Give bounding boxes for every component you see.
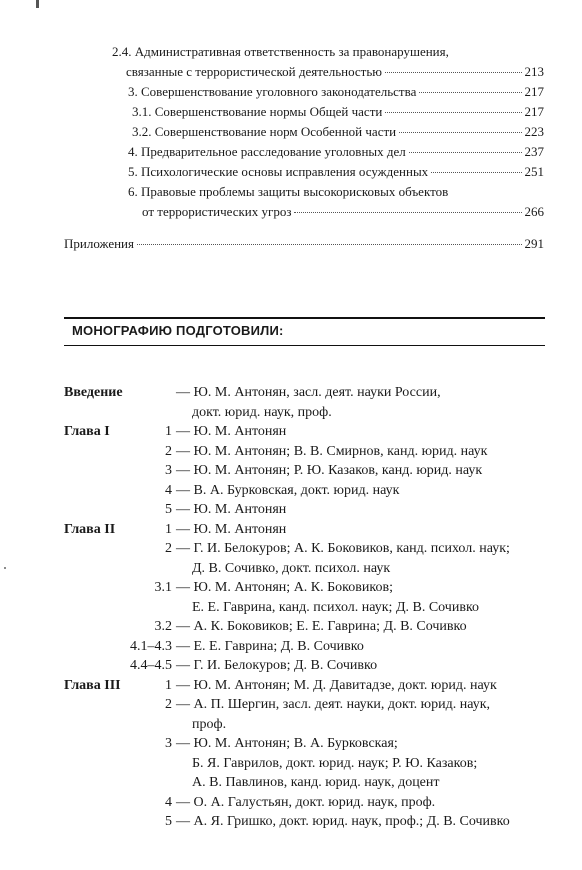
section-number: 1 (165, 521, 172, 537)
author-names: — Ю. М. Антонян (176, 521, 287, 537)
author-names: — А. Я. Гришко, докт. юрид. наук, проф.; Д. В. Сочивко (176, 814, 510, 829)
chapter-label (64, 695, 144, 715)
section-number (144, 383, 176, 403)
toc-page-number: 217 (524, 84, 544, 99)
section-number: 2 (165, 697, 172, 712)
toc-entry-title (126, 62, 382, 82)
author-names: — Ю. М. Антонян; Р. Ю. Казаков, канд. юрид. наук (176, 463, 483, 478)
section-number: 3.1 (154, 580, 172, 595)
section-number: 4 (165, 482, 172, 498)
chapter-label (64, 578, 144, 598)
section-number: 4.4–4.5 (130, 658, 172, 673)
margin-speck (4, 567, 6, 569)
toc-entry-number: 2.4. (112, 44, 132, 59)
author-row (64, 383, 554, 403)
chapter-label (64, 715, 144, 735)
toc-leader-dots (399, 132, 521, 133)
author-names: Б. Я. Гаврилов, докт. юрид. наук; Р. Ю. Казаков; (192, 755, 478, 771)
author-names: — Г. И. Белокуров; Д. В. Сочивко (176, 658, 378, 673)
section-number: 4 (165, 794, 172, 810)
author-names: — В. А. Бурковская, докт. юрид. наук (176, 482, 400, 498)
chapter-label (64, 539, 144, 559)
author-names: докт. юрид. наук, проф. (192, 404, 332, 420)
author-row (64, 559, 554, 579)
author-names: — Ю. М. Антонян; В. В. Смирнов, канд. юрид. наук (176, 443, 488, 459)
author-row (64, 676, 554, 696)
section-number: 3 (165, 736, 172, 751)
table-of-contents (64, 42, 544, 254)
toc-entry-text: Психологические основы исправления осужденных (141, 164, 429, 179)
author-names: — А. К. Боковиков; Е. Е. Гаврина; Д. В. Сочивко (176, 619, 467, 634)
toc-entry-title (128, 142, 406, 162)
toc-entry-text: Приложения (64, 236, 134, 251)
author-row (64, 422, 554, 442)
chapter-label (64, 793, 144, 813)
author-row (64, 734, 554, 754)
toc-entry-title (132, 102, 382, 122)
toc-entry[interactable] (64, 82, 544, 102)
author-row (64, 656, 554, 676)
author-names: — Г. И. Белокуров; А. К. Боковиков, канд. психол. наук; (176, 541, 510, 556)
author-row (64, 461, 554, 481)
top-mark (36, 0, 39, 8)
toc-page-number: 223 (524, 124, 544, 139)
toc-leader-dots (385, 72, 522, 73)
author-row (64, 403, 554, 423)
toc-entry-text: Предварительное расследование уголовных дел (141, 144, 406, 159)
toc-page-number: 291 (524, 236, 544, 251)
author-row (64, 812, 554, 832)
section-number (144, 754, 176, 774)
author-row (64, 578, 554, 598)
toc-entry[interactable] (64, 142, 544, 162)
chapter-label (64, 403, 144, 423)
chapter-label (64, 637, 104, 657)
toc-entry-title (128, 82, 416, 102)
author-row (64, 520, 554, 540)
author-row (64, 617, 554, 637)
section-number: 5 (165, 814, 172, 829)
toc-entry[interactable] (64, 102, 544, 122)
toc-entry-title (132, 122, 396, 142)
toc-entry[interactable] (64, 122, 544, 142)
chapter-label (64, 754, 144, 774)
section-header (64, 317, 545, 346)
author-names: — О. А. Галустьян, докт. юрид. наук, проф. (176, 794, 436, 810)
chapter-label: Глава I (64, 424, 110, 439)
section-number: 3.2 (154, 619, 172, 634)
toc-entry-number: 4. (128, 144, 138, 159)
author-names: — Е. Е. Гаврина; Д. В. Сочивко (176, 638, 364, 654)
toc-page-number: 251 (524, 164, 544, 179)
author-names: — Ю. М. Антонян (176, 502, 287, 517)
toc-entry-title (64, 234, 134, 254)
chapter-label (64, 734, 144, 754)
chapter-label (64, 656, 104, 676)
author-row (64, 442, 554, 462)
toc-leader-dots (409, 152, 522, 153)
toc-entry-text: связанные с террористической деятельностью (126, 64, 382, 79)
toc-page-number: 213 (524, 64, 544, 79)
chapter-label: Глава III (64, 677, 121, 693)
toc-leader-dots (294, 212, 521, 213)
chapter-label (64, 773, 144, 793)
chapter-label (64, 442, 144, 462)
author-row (64, 598, 554, 618)
toc-page-number: 266 (524, 204, 544, 219)
toc-entry-title (142, 202, 291, 222)
chapter-label: Глава II (64, 521, 116, 537)
toc-entry[interactable] (64, 162, 544, 182)
toc-entry-text: Совершенствование уголовного законодательства (141, 84, 417, 99)
author-row (64, 754, 554, 774)
toc-entry-text: от террористических угроз (142, 204, 292, 219)
author-names: — Ю. М. Антонян; А. К. Боковиков; (176, 580, 393, 595)
section-number: 1 (165, 424, 172, 439)
section-number (144, 403, 176, 423)
section-number: 4.1–4.3 (130, 638, 172, 654)
author-row (64, 637, 554, 657)
author-names: — Ю. М. Антонян; В. А. Бурковская; (176, 736, 398, 751)
toc-entry[interactable] (64, 42, 544, 82)
chapter-label (64, 598, 144, 618)
chapter-label (64, 812, 144, 832)
author-row (64, 695, 554, 715)
author-names: — Ю. М. Антонян; М. Д. Давитадзе, докт. юрид. наук (176, 677, 497, 693)
toc-entry-title (112, 42, 449, 62)
chapter-label: Введение (64, 385, 123, 400)
toc-entry[interactable] (64, 234, 544, 254)
section-number: 5 (165, 502, 172, 517)
section-number (144, 559, 176, 579)
author-row (64, 793, 554, 813)
section-number: 3 (165, 463, 172, 478)
author-names: Е. Е. Гаврина, канд. психол. наук; Д. В. Сочивко (192, 599, 480, 615)
author-row (64, 715, 554, 735)
author-row (64, 500, 554, 520)
chapter-label (64, 461, 144, 481)
section-number: 2 (165, 443, 172, 459)
section-number: 2 (165, 541, 172, 556)
toc-entry-number: 3.1. (132, 104, 152, 119)
toc-entry-number: 5. (128, 164, 138, 179)
author-names: — Ю. М. Антонян (176, 424, 287, 439)
toc-entry-number: 6. (128, 184, 138, 199)
toc-entry-title (128, 182, 448, 202)
author-row (64, 773, 554, 793)
author-names: — А. П. Шергин, засл. деят. науки, докт. юрид. наук, (176, 697, 491, 712)
section-number: 1 (165, 677, 172, 693)
toc-leader-dots (137, 244, 522, 245)
toc-entry-title (128, 162, 428, 182)
toc-entry-text: Правовые проблемы защиты высокорисковых объектов (141, 184, 449, 199)
author-names: проф. (192, 716, 227, 732)
toc-entry-number: 3. (128, 84, 138, 99)
chapter-label (64, 559, 144, 579)
toc-entry-text: Совершенствование норм Особенной части (154, 124, 397, 139)
section-number (144, 715, 176, 735)
author-names: А. В. Павлинов, канд. юрид. наук, доцент (192, 775, 440, 790)
toc-leader-dots (431, 172, 521, 173)
toc-page-number: 237 (524, 144, 544, 159)
toc-leader-dots (419, 92, 521, 93)
author-row (64, 481, 554, 501)
author-row (64, 539, 554, 559)
section-title: МОНОГРАФИЮ ПОДГОТОВИЛИ: (72, 323, 284, 338)
toc-entry-text: Совершенствование нормы Общей части (154, 104, 383, 119)
chapter-label (64, 500, 144, 520)
authors-list (64, 383, 554, 832)
chapter-label (64, 617, 144, 637)
toc-entry-text: Административная ответственность за правонарушения, (134, 44, 449, 59)
toc-entry[interactable] (64, 182, 544, 222)
toc-page-number: 217 (524, 104, 544, 119)
section-number (144, 598, 176, 618)
toc-entry-number: 3.2. (132, 124, 152, 139)
section-number (144, 773, 176, 793)
author-names: — Ю. М. Антонян, засл. деят. науки России, (176, 385, 441, 400)
toc-leader-dots (385, 112, 521, 113)
author-names: Д. В. Сочивко, докт. психол. наук (192, 560, 391, 576)
chapter-label (64, 481, 144, 501)
